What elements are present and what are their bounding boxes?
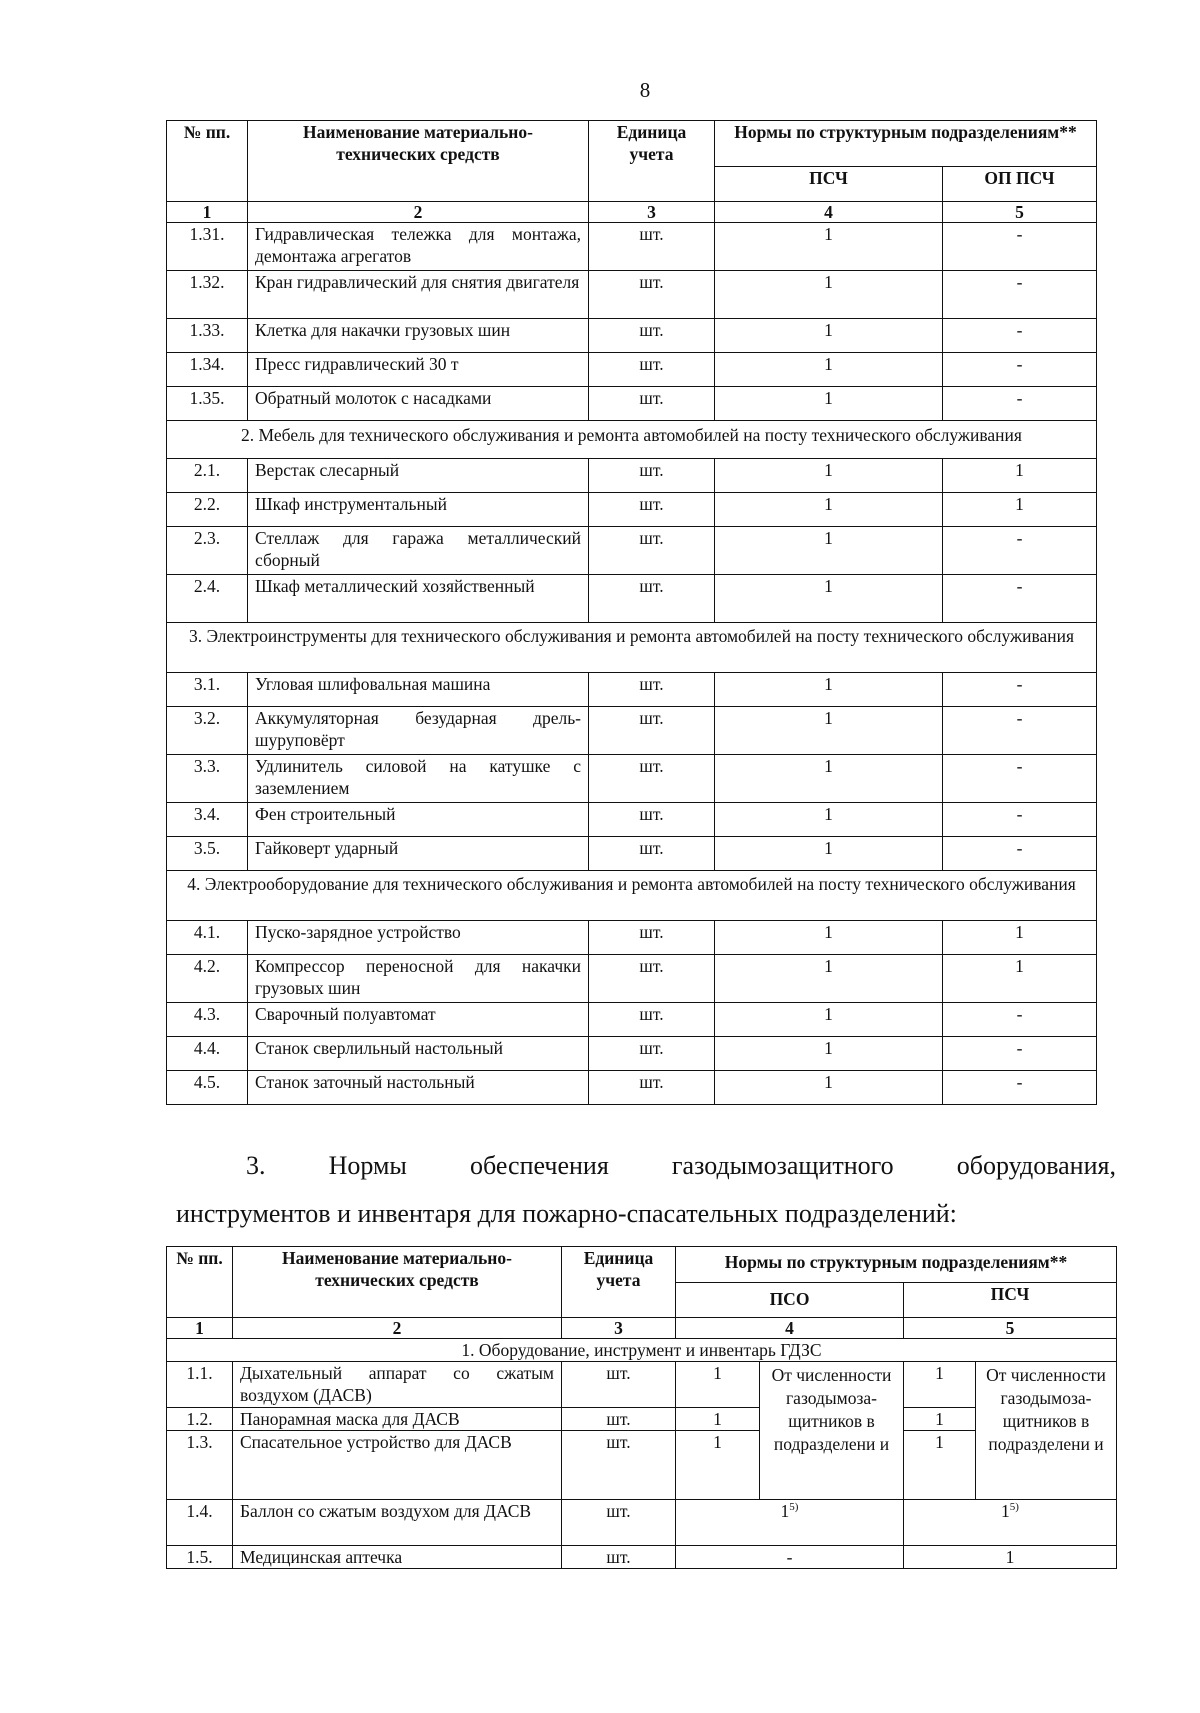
row-name: Гидравлическая тележка для монтажа, демонтажа агрегатов xyxy=(248,223,589,271)
row-unit: шт. xyxy=(562,1500,676,1546)
section-row xyxy=(167,623,1097,673)
row-value-a: 1 xyxy=(715,755,943,803)
col-number: 2 xyxy=(248,202,589,223)
row-name: Дыхательный аппарат со сжатым воздухом (ДАСВ) xyxy=(233,1362,562,1408)
col-number: 4 xyxy=(715,202,943,223)
row-name: Пуско-зарядное устройство xyxy=(248,921,589,955)
row-no: 3.1. xyxy=(167,673,248,707)
row-value-b: - xyxy=(943,223,1097,271)
header-unit: Единица учета xyxy=(589,121,715,202)
row-no: 1.33. xyxy=(167,319,248,353)
value-a: 1 xyxy=(780,1501,790,1521)
row-unit: шт. xyxy=(562,1408,676,1431)
row-value-b: 1 xyxy=(943,921,1097,955)
heading-word: оборудования, xyxy=(956,1151,1116,1180)
row-value-a: 1 xyxy=(715,921,943,955)
row-value-a: - xyxy=(676,1546,904,1569)
row-value-b: 1 xyxy=(904,1362,976,1408)
col-number: 5 xyxy=(904,1318,1117,1339)
table-row xyxy=(167,803,1097,837)
merged-note-b: От численности газодымоза-щитников в подразделени и xyxy=(976,1362,1117,1500)
row-value-a: 1 xyxy=(715,271,943,319)
row-no: 1.34. xyxy=(167,353,248,387)
row-value-b: - xyxy=(943,673,1097,707)
row-value-a: 1 xyxy=(715,1037,943,1071)
row-name: Шкаф металлический хозяйственный xyxy=(248,575,589,623)
row-no: 4.2. xyxy=(167,955,248,1003)
section-row xyxy=(167,1339,1117,1362)
row-value-a: 1 xyxy=(715,837,943,871)
table-row xyxy=(167,837,1097,871)
row-no: 1.35. xyxy=(167,387,248,421)
row-name: Клетка для накачки грузовых шин xyxy=(248,319,589,353)
row-no: 3.5. xyxy=(167,837,248,871)
row-value-b: - xyxy=(943,803,1097,837)
table-row xyxy=(167,673,1097,707)
table-row xyxy=(167,319,1097,353)
row-value-b: - xyxy=(943,837,1097,871)
col-number: 2 xyxy=(233,1318,562,1339)
row-value-a: 1 xyxy=(676,1362,760,1408)
header-col-b: ОП ПСЧ xyxy=(943,166,1097,201)
table-row xyxy=(167,459,1097,493)
row-name: Медицинская аптечка xyxy=(233,1546,562,1569)
row-name: Станок заточный настольный xyxy=(248,1071,589,1105)
table-row xyxy=(167,1071,1097,1105)
row-value-b: 1 xyxy=(943,955,1097,1003)
row-unit: шт. xyxy=(589,755,715,803)
row-name: Пресс гидравлический 30 т xyxy=(248,353,589,387)
row-name: Компрессор переносной для накачки грузовых шин xyxy=(248,955,589,1003)
row-unit: шт. xyxy=(589,921,715,955)
row-unit: шт. xyxy=(589,673,715,707)
row-name: Обратный молоток с насадками xyxy=(248,387,589,421)
row-no: 4.3. xyxy=(167,1003,248,1037)
row-value-b: - xyxy=(943,353,1097,387)
row-unit: шт. xyxy=(589,837,715,871)
row-no: 4.1. xyxy=(167,921,248,955)
row-no: 2.4. xyxy=(167,575,248,623)
row-unit: шт. xyxy=(589,387,715,421)
table-row xyxy=(167,1408,1117,1431)
col-number: 3 xyxy=(562,1318,676,1339)
row-no: 3.4. xyxy=(167,803,248,837)
page-number: 8 xyxy=(639,78,651,102)
header-name: Наименование материально-технических средств xyxy=(248,121,589,202)
col-number: 1 xyxy=(167,1318,233,1339)
row-value-b: - xyxy=(943,319,1097,353)
header-norms: Нормы по структурным подразделениям** xyxy=(676,1247,1117,1283)
row-value-b: - xyxy=(943,387,1097,421)
row-name: Угловая шлифовальная машина xyxy=(248,673,589,707)
table-row xyxy=(167,921,1097,955)
table-row xyxy=(167,575,1097,623)
row-no: 2.1. xyxy=(167,459,248,493)
row-value-a: 1 xyxy=(715,803,943,837)
row-unit: шт. xyxy=(589,271,715,319)
row-name: Баллон со сжатым воздухом для ДАСВ xyxy=(233,1500,562,1546)
section-title: 3. Электроинструменты для технического обслуживания и ремонта автомобилей на посту технического обслуживания xyxy=(167,623,1097,673)
row-name: Панорамная маска для ДАСВ xyxy=(233,1408,562,1431)
row-value-a: 1 xyxy=(715,459,943,493)
row-value-b: 1 xyxy=(904,1408,976,1431)
row-unit: шт. xyxy=(562,1431,676,1500)
row-no: 3.3. xyxy=(167,755,248,803)
table-row xyxy=(167,353,1097,387)
row-name: Аккумуляторная безударная дрель-шуруповёрт xyxy=(248,707,589,755)
row-unit: шт. xyxy=(589,493,715,527)
row-no: 4.4. xyxy=(167,1037,248,1071)
col-number: 3 xyxy=(589,202,715,223)
row-no: 4.5. xyxy=(167,1071,248,1105)
heading-word: 3. xyxy=(246,1151,266,1180)
table-row xyxy=(167,1037,1097,1071)
table-row xyxy=(167,755,1097,803)
row-value-a: 1 xyxy=(715,673,943,707)
row-unit: шт. xyxy=(589,955,715,1003)
header-col-b: ПСЧ xyxy=(904,1282,1117,1318)
row-value-b: - xyxy=(943,1071,1097,1105)
row-unit: шт. xyxy=(589,1003,715,1037)
row-value-a: 1 xyxy=(715,1003,943,1037)
column-numbers-row xyxy=(167,1318,1117,1339)
row-no: 1.1. xyxy=(167,1362,233,1408)
header-col-a: ПСЧ xyxy=(715,166,943,201)
row-unit: шт. xyxy=(589,527,715,575)
row-value-b: - xyxy=(943,271,1097,319)
row-value-a: 1 xyxy=(676,1431,760,1500)
row-name: Сварочный полуавтомат xyxy=(248,1003,589,1037)
row-value-b: 1 xyxy=(904,1546,1117,1569)
column-numbers-row xyxy=(167,202,1097,223)
section-title: 2. Мебель для технического обслуживания и ремонта автомобилей на посту технического обслуживания xyxy=(167,421,1097,459)
row-value-a: 1 xyxy=(715,955,943,1003)
table-row xyxy=(167,955,1097,1003)
section-title: 1. Оборудование, инструмент и инвентарь ГДЗС xyxy=(167,1339,1117,1362)
table-row xyxy=(167,1003,1097,1037)
row-unit: шт. xyxy=(589,353,715,387)
col-number: 4 xyxy=(676,1318,904,1339)
row-no: 3.2. xyxy=(167,707,248,755)
row-value-a: 1 xyxy=(676,1408,760,1431)
row-unit: шт. xyxy=(589,707,715,755)
heading-word: Нормы xyxy=(328,1151,407,1180)
row-name: Спасательное устройство для ДАСВ xyxy=(233,1431,562,1500)
row-name: Станок сверлильный настольный xyxy=(248,1037,589,1071)
row-name: Удлинитель силовой на катушке с заземлением xyxy=(248,755,589,803)
col-number: 5 xyxy=(943,202,1097,223)
section-title: 4. Электрооборудование для технического обслуживания и ремонта автомобилей на посту технического обслуживания xyxy=(167,871,1097,921)
header-col-a: ПСО xyxy=(676,1282,904,1318)
header-norms: Нормы по структурным подразделениям** xyxy=(715,121,1097,167)
row-value-a: 1 xyxy=(715,353,943,387)
row-no: 1.4. xyxy=(167,1500,233,1546)
table-row xyxy=(167,271,1097,319)
table-row xyxy=(167,707,1097,755)
row-value-b xyxy=(904,1500,1117,1546)
header-no: № пп. xyxy=(167,1247,233,1318)
col-number: 1 xyxy=(167,202,248,223)
row-value-a xyxy=(676,1500,904,1546)
row-no: 1.2. xyxy=(167,1408,233,1431)
table-row xyxy=(167,1431,1117,1500)
row-name: Верстак слесарный xyxy=(248,459,589,493)
heading-word: обеспечения xyxy=(469,1151,609,1180)
row-no: 2.2. xyxy=(167,493,248,527)
row-no: 1.3. xyxy=(167,1431,233,1500)
row-value-a: 1 xyxy=(715,1071,943,1105)
equipment-norms-table xyxy=(166,120,1097,1105)
row-value-b: 1 xyxy=(904,1431,976,1500)
row-unit: шт. xyxy=(589,1037,715,1071)
table-row xyxy=(167,493,1097,527)
row-value-a: 1 xyxy=(715,493,943,527)
row-unit: шт. xyxy=(589,459,715,493)
section-row xyxy=(167,871,1097,921)
table-row xyxy=(167,1362,1117,1408)
table-row xyxy=(167,1546,1117,1569)
row-value-a: 1 xyxy=(715,527,943,575)
row-value-b: 1 xyxy=(943,493,1097,527)
row-value-b: - xyxy=(943,1003,1097,1037)
header-no: № пп. xyxy=(167,121,248,202)
row-name: Стеллаж для гаража металлический сборный xyxy=(248,527,589,575)
row-value-a: 1 xyxy=(715,707,943,755)
section-heading-line2: инструментов и инвентаря для пожарно-спасательных подразделений: xyxy=(176,1199,957,1228)
row-unit: шт. xyxy=(589,1071,715,1105)
row-name: Фен строительный xyxy=(248,803,589,837)
table-row xyxy=(167,223,1097,271)
row-unit: шт. xyxy=(562,1546,676,1569)
row-unit: шт. xyxy=(589,319,715,353)
row-value-a: 1 xyxy=(715,387,943,421)
row-no: 2.3. xyxy=(167,527,248,575)
row-name: Гайковерт ударный xyxy=(248,837,589,871)
row-value-b: - xyxy=(943,707,1097,755)
row-no: 1.5. xyxy=(167,1546,233,1569)
row-value-b: 1 xyxy=(943,459,1097,493)
section-row xyxy=(167,421,1097,459)
row-unit: шт. xyxy=(589,223,715,271)
gdzs-norms-table xyxy=(166,1246,1117,1569)
table-row xyxy=(167,1500,1117,1546)
row-no: 1.31. xyxy=(167,223,248,271)
row-value-b: - xyxy=(943,575,1097,623)
row-unit: шт. xyxy=(562,1362,676,1408)
row-unit: шт. xyxy=(589,803,715,837)
row-name: Шкаф инструментальный xyxy=(248,493,589,527)
header-name: Наименование материально-технических средств xyxy=(233,1247,562,1318)
header-unit: Единица учета xyxy=(562,1247,676,1318)
merged-note-a: От численности газодымоза-щитников в подразделени и xyxy=(760,1362,904,1500)
row-value-b: - xyxy=(943,1037,1097,1071)
row-name: Кран гидравлический для снятия двигателя xyxy=(248,271,589,319)
section-heading-line1 xyxy=(176,1141,1116,1191)
row-value-a: 1 xyxy=(715,223,943,271)
row-no: 1.32. xyxy=(167,271,248,319)
row-value-a: 1 xyxy=(715,575,943,623)
footnote-mark: 5) xyxy=(789,1501,799,1514)
footnote-mark: 5) xyxy=(1009,1501,1019,1514)
value-b: 1 xyxy=(1001,1501,1010,1521)
table-row xyxy=(167,527,1097,575)
row-value-b: - xyxy=(943,527,1097,575)
row-value-b: - xyxy=(943,755,1097,803)
row-unit: шт. xyxy=(589,575,715,623)
table-row xyxy=(167,387,1097,421)
heading-word: газодымозащитного xyxy=(671,1151,894,1180)
row-value-a: 1 xyxy=(715,319,943,353)
